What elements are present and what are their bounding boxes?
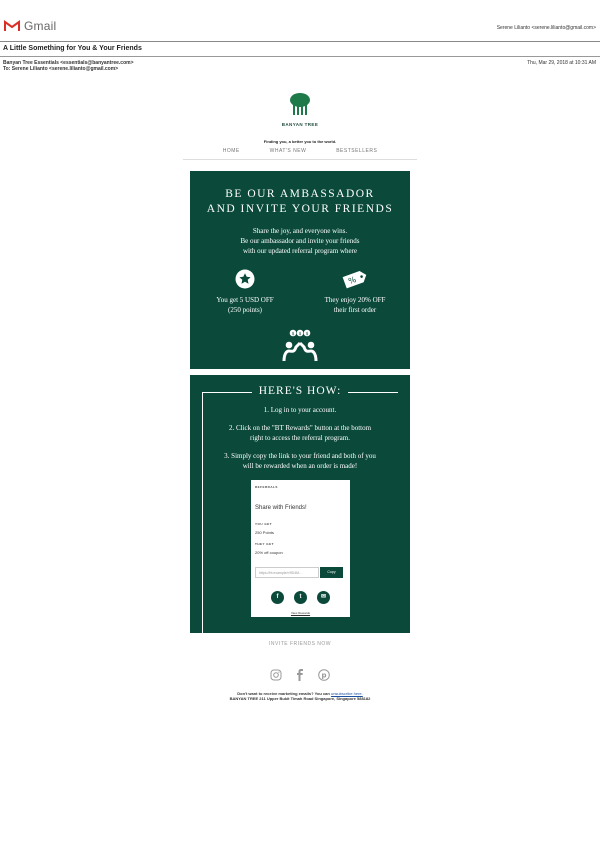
they-get-detail: their first order: [333, 306, 377, 314]
how-title: HERE'S HOW:: [258, 385, 342, 397]
they-get-value: 20% off coupon: [255, 550, 283, 555]
pinterest-icon[interactable]: [318, 669, 330, 681]
gmail-m-icon: [4, 20, 20, 32]
facebook-share-icon[interactable]: f: [271, 591, 284, 604]
gmail-wordmark: Gmail: [24, 19, 57, 33]
divider: [0, 56, 600, 57]
social-links: [270, 669, 330, 681]
step-3: [204, 451, 396, 471]
percent-tag-icon: [341, 269, 369, 289]
step-1: 1. Log in to your account.: [263, 406, 337, 414]
twitter-share-icon[interactable]: t: [294, 591, 307, 604]
brand-name: BANYAN TREE: [281, 122, 319, 127]
they-get-column: [300, 267, 410, 315]
svg-text:$: $: [291, 332, 295, 337]
intro-line: Share the joy, and everyone wins.: [252, 227, 348, 235]
banyan-tree-icon: [289, 92, 311, 116]
referral-link-field[interactable]: https://bt.example/r/9D4M…: [255, 567, 319, 578]
intro-line: with our updated referral program where: [242, 247, 358, 255]
unsubscribe-text: Don't want to receive marketing emails? You can: [237, 691, 330, 696]
email-subject: A Little Something for You & Your Friends: [3, 45, 142, 52]
email-share-icon[interactable]: ✉: [317, 591, 330, 604]
how-steps: [204, 405, 396, 479]
svg-text:$: $: [298, 332, 302, 337]
you-get-column: [190, 267, 300, 315]
svg-text:$: $: [305, 332, 309, 337]
divider: [0, 41, 600, 42]
step-2-line: right to access the referral program.: [250, 434, 350, 442]
step-2: [204, 423, 396, 443]
you-get-label: YOU GET: [255, 522, 273, 526]
recipient-address: To: Serene Lilianto <serene.lilianto@gmail.com>: [3, 66, 119, 72]
view-rewards-link[interactable]: View Rewards: [290, 611, 311, 615]
email-date: Thu, Mar 29, 2018 at 10:31 AM: [527, 60, 596, 66]
title-line: AND INVITE YOUR FRIENDS: [206, 203, 394, 215]
how-it-works-panel: [190, 375, 410, 633]
copy-button[interactable]: Copy: [320, 567, 343, 578]
intro-line: Be our ambassador and invite your friends: [240, 237, 360, 245]
you-get-text: You get 5 USD OFF: [216, 296, 274, 304]
title-line: BE OUR AMBASSADOR: [225, 188, 375, 200]
they-get-text: They enjoy 20% OFF: [324, 296, 386, 304]
high-five-money-icon: [282, 329, 318, 366]
email-footer: [0, 691, 600, 701]
email-sender: [3, 60, 134, 72]
they-get-label: THEY GET: [255, 542, 274, 546]
nav-whats-new-link[interactable]: WHAT'S NEW: [269, 148, 307, 154]
star-badge-icon: [235, 269, 255, 289]
referral-widget-preview: [251, 480, 350, 617]
step-3-line: 3. Simply copy the link to your friend and both of you: [224, 452, 376, 460]
svg-text:p: p: [321, 671, 327, 680]
you-get-value: 250 Points: [255, 530, 274, 535]
divider: [183, 159, 417, 160]
gmail-logo[interactable]: [4, 19, 56, 33]
brand-tagline: Finding you, a better you to the world.: [263, 139, 337, 144]
facebook-icon[interactable]: [294, 669, 306, 681]
unsubscribe-link[interactable]: unsubscribe here.: [330, 691, 363, 696]
referral-title: Share with Friends!: [255, 505, 307, 511]
reward-columns: [190, 267, 410, 315]
step-2-line: 2. Click on the "BT Rewards" button at the bottom: [228, 424, 372, 432]
gmail-header: [0, 0, 600, 42]
company-address: BANYAN TREE 211 Upper Bukit Timah Road Singapore, Singapore 588182: [229, 696, 371, 701]
step-3-line: will be rewarded when an order is made!: [242, 462, 358, 470]
ambassador-panel: [190, 171, 410, 369]
ambassador-intro: [190, 226, 410, 256]
referral-header: REFERRALS: [255, 485, 278, 489]
invite-friends-link[interactable]: INVITE FRIENDS NOW: [268, 641, 332, 647]
nav-bestsellers-link[interactable]: BESTSELLERS: [336, 148, 378, 154]
nav-home-link[interactable]: HOME: [222, 148, 240, 154]
instagram-icon[interactable]: [270, 669, 282, 681]
brand-logo[interactable]: [270, 92, 330, 127]
you-get-points: (250 points): [227, 306, 263, 314]
email-nav: [0, 148, 600, 154]
ambassador-title: [190, 187, 410, 217]
account-email: Serene Lilianto <serene.lilianto@gmail.com>: [496, 25, 596, 31]
svg-text:%: %: [347, 274, 358, 287]
frame-rule: [202, 392, 203, 633]
sender-address: Banyan Tree Essentials <essentials@banyantree.com>: [3, 60, 134, 66]
